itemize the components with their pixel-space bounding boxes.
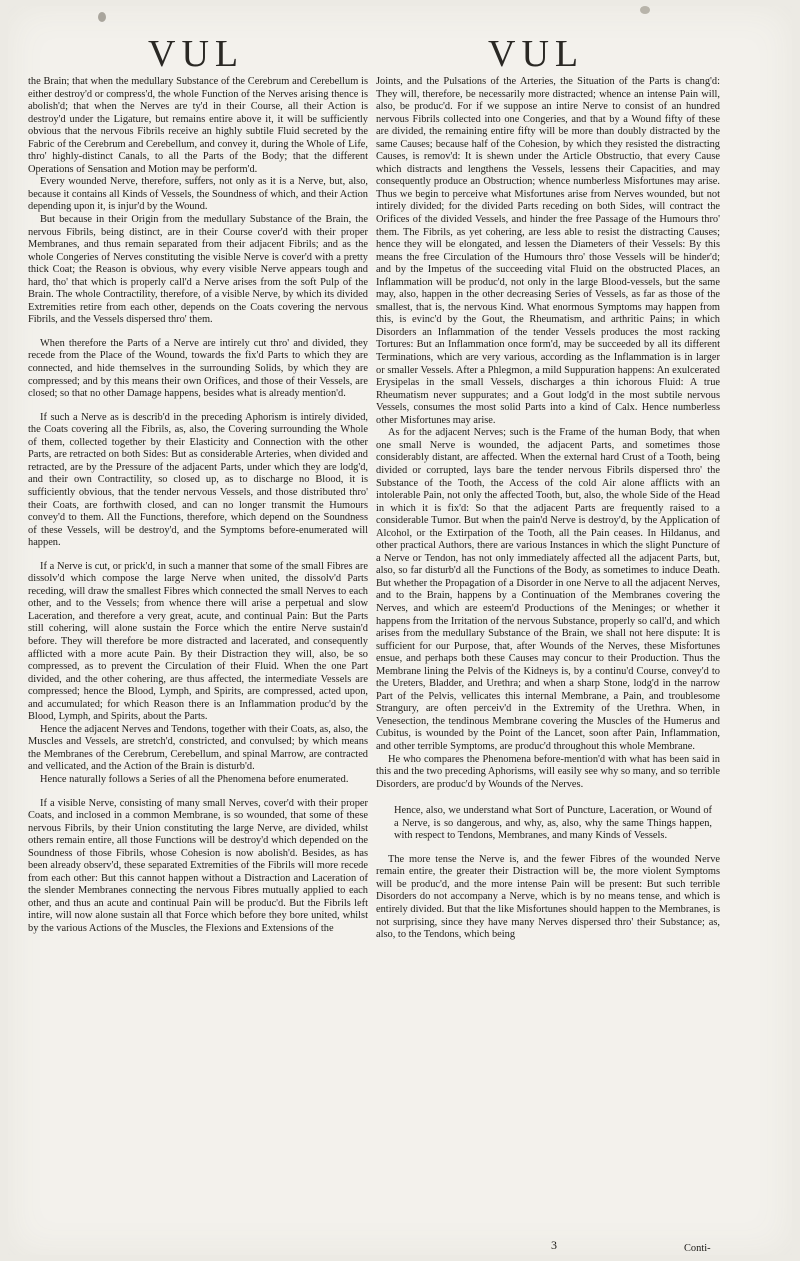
left-column [28,76,368,936]
paragraph: Hence naturally follows a Series of all the Phenomena before enumerated. [40,773,349,785]
paragraph: Hence the adjacent Nerves and Tendons, together with their Coats, as, also, the Muscles and Vessels, are stretch'd, constricted, and convulsed; by which means the Membranes of the Cerebrum, Cerebellum, and spinal Marrow, are contracted and vellicated, and the Action of the Brain is disturb'd. [28,723,369,773]
catchword: Conti- [684,1243,711,1254]
paragraph: Hence, also, we understand what Sort of Puncture, Laceration, or Wound of a Nerve, is so dangerous, and why, as, also, why the same Things happen, with respect to Tendons, Membranes, and many Kinds of Vessels. [394,805,712,842]
page-blemish [640,6,650,14]
paragraph: If a visible Nerve, consisting of many small Nerves, cover'd with their proper Coats, and inclosed in a common Membrane, is so wounded, that some of these nervous Fibrils, by their Union constituting the large Nerve, are divided, whilst others remain entire, all those Functions will be destroy'd which depended on the Soundness of those Fibrils, whose Cohesion is now abolish'd. Besides, as has been already observ'd, these separated Extremities of the Fibrils will more recede from each other: But this cannot happen without a Distraction and Laceration of the slender Membranes connecting the nervous Fibres mutually applied to each other, and thus an acute and continual Pain will be produc'd. But the Fibrils left intire, will now alone sustain all that Force which before they bore united, whilst by the various Actions of the Muscles, the Flexions and Extensions of the [28,797,368,934]
page-blemish [98,12,106,22]
paragraph: If a Nerve is cut, or prick'd, in such a manner that some of the small Fibres are dissolv'd which compose the large Nerve when united, the dissolv'd Parts receding, will draw the smallest Fibres which connected the small Nerves to each other, and to the Vessels; from whence there will arise a perpetual and slow Laceration, and therefore a very great, acute, and continual Pain: But the Parts still cohering, will alone sustain the Force which the entire Nerve sustain'd before. They will therefore be more distracted and lacerated, and consequently afflicted with a more acute Pain. By their Distraction they will, also, be so compressed, as to prevent the Circulation of their Fluid. When the one Part divided, and the other cohering, are thus affected, the intermediate Vessels are compressed; hence the Blood, Lymph, and Spirits, are compressed, acted upon, and accumulated; for which Reason there is an Inflammation produc'd by the Blood, Lymph, and Spirits, about the Parts. [28,560,368,723]
paragraph: the Brain; that when the medullary Substance of the Cerebrum and Cerebellum is either destroy'd or compress'd, the whole Function of the Nerves arising thence is abolish'd; that when the Nerves are ty'd in their Course, all their Action is destroy'd under the Ligature, but remains entire above it, it will be sufficiently obvious that the nervous Fibrils receive an highly subtile Fluid secreted by the Fabric of the Cerebrum and Cerebellum, and convey it, during the Whole of Life, thro' highly-distinct Canals, to all the Parts of the Body; that the different Operations of Sensation and Motion may be perform'd. [28,76,368,175]
book-page [8,6,792,1255]
running-head-right: VUL [488,33,585,75]
paragraph: If such a Nerve as is describ'd in the preceding Aphorism is intirely divided, the Coats covering all the Fibrils, as, also, the Covering surrounding the Whole of them, collected together by their Elasticity and Connection with the other Parts, are retracted on both Sides: But as considerable Arteries, when divided and retracted, are by the Pressure of the adjacent Parts, under which they are lodg'd, and their own Contractility, so closed up, as to discharge no Blood, it is sufficiently obvious, that the tender nervous Vessels, and those distributed thro' their Coats, are forthwith closed, and can no longer transmit the Humours convey'd to them. All the Functions, therefore, which depend on the Soundness of these Vessels, will be destroy'd, and the Symptoms before-enumerated will happen. [28,411,368,549]
paragraph: Joints, and the Pulsations of the Arteries, the Situation of the Parts is chang'd: They will, therefore, be necessarily more distracted; whence an intense Pain will, also, be produc'd. For if we suppose an intire Nerve to consist of an hundred nervous Fibrils collected into one Congeries, and that by a Wound fifty of these are divided, the remaining entire fifty will be more than doubly distracted by the same Causes; because half of the Cohesion, by which they resisted the distracting Causes, is remov'd: It is shewn under the Article Obstructio, that every Cause which distracts and lengthens the Vessels, lessens their Capacities, and may consequently produce an Obstruction; whence numberless Misfortunes may arise. Thus we begin to perceive what Misfortunes arise from Nerves wounded, but not intirely divided; for the divided Parts receding on both Sides, will contract the Orifices of the divided Vessels, and hinder the free Passage of the Humours thro' them. The Fibrils, as yet cohering, are less able to resist the distracting Causes; hence they will be elongated, and lessen the Diameters of their Vessels: By this means the free Circulation of the Humours thro' those Vessels will be hinder'd; and by the Impetus of the succeeding vital Fluid on the obstructed Places, an Inflammation will be produc'd, not only in the large Blood-vessels, but the same may, also, happen in the other decreasing Series of Vessels, as far as those of the smallest, that is, the nervous Kind. What enormous Symptoms may happen from this, is evinc'd by the Gout, the Rheumatism, and arthritic Pains; in which Disorders an Inflammation of the tender Vessels produces the most racking Tortures: But an Inflammation once form'd, may be succeeded by all its different Terminations, which are very various, according as the Inflammation is in larger or smaller Vessels. After a Phlegmon, a mild Suppuration happens: An exulcerated Erysipelas in the small Vessels, discharges a thin ichorous Fluid: A true Rheumatism never suppurates; and a Gout lodg'd in the most subtile nervous Vessels, consumes the most solid Parts into a kind of Calx. Hence numberless other Misfortunes may arise. [376,76,720,426]
paragraph: When therefore the Parts of a Nerve are intirely cut thro' and divided, they recede from the Place of the Wound, towards the fix'd Parts to which they are connected, and hide themselves in the surrounding Solids, by which they are compressed; and by this means their own Orifices, and those of their Vessels, are closed; so that no other Damage happens, besides what is already mention'd. [28,337,368,400]
paragraph: As for the adjacent Nerves; such is the Frame of the human Body, that when one small Nerve is wounded, the adjacent Parts, and sometimes those considerably distant, are affected. When the external hard Crust of a Tooth, being divided or corrupted, lays bare the tender nervous Fibrils dispersed thro' the Substance of the Tooth, the Access of the cold Air alone afflicts with an intolerable Pain, not only the affected Tooth, but, also, the whole Side of the Head in which it is fix'd: So that the adjacent Parts are frequently raised to a considerable Tumor. But when the pain'd Nerve is destroy'd, by the Application of Alcohol, or the Extirpation of the Tooth, all the Pain ceases. In Hildanus, and other practical Authors, there are various Instances in which the slight Puncture of a Nerve or Tendon, has not only immediately affected all the adjacent Parts, but, also, so far disturb'd all the Functions of the Body, as sometimes to induce Death. But whether the Propagation of a Disorder in one Nerve to all the adjacent Nerves, and to the Brain, happens by a Continuation of the Membranes covering the Nerves, and which are esteem'd Productions of the Meninges; or whether it happens from the Irritation of the nervous Substance, properly so call'd, and which arises from the medullary Substance of the Brain, we shall not here dispute: It is sufficient for our Purpose, that, after Wounds of the Nerves, these Misfortunes ensue, and perhaps both these Causes may concur to their Production. Thus the Membrane lining the Pelvis of the Kidneys is, by a continu'd Course, convey'd to the Ureters, Bladder, and Urethra; and when a sharp Stone, lodg'd in the narrow Part of the Pelvis, vellicates this internal Membrane, a Pain, and troublesome Strangury, are often perceiv'd in the Extremity of the Urethra. When, in Venesection, the tendinous Membrane covering the Muscles of the Humerus and Cubitus, is wounded by the Point of the Lancet, soon after Pain, Inflammation, and other terrible Symptoms, are produc'd throughout this whole Membrane. [376,427,720,752]
paragraph: He who compares the Phenomena before-mention'd with what has been said in this and the two preceding Aphorisms, will easily see why so many, and so terrible Disorders, are produc'd by Wounds of the Nerves. [376,753,720,790]
paragraph: Every wounded Nerve, therefore, suffers, not only as it is a Nerve, but, also, because it contains all Kinds of Vessels, the Soundness of which, and their Action depending upon it, is injur'd by the Wound. [28,176,368,213]
running-head-left: VUL [148,33,245,75]
page-number: 3 [551,1238,557,1252]
paragraph: The more tense the Nerve is, and the fewer Fibres of the wounded Nerve remain entire, the greater their Distraction will be, the more violent Symptoms will be produc'd, and the more intense Pain will be present: But such terrible Disorders do not accompany a Nerve, which is by no means tense, and which is entirely divided. But that the like Misfortunes should happen to the Membranes, is not surprising, since they have many Nerves dispersed thro' their Substance; as, also, to the Tendons, which being [376,853,720,941]
paragraph: But because in their Origin from the medullary Substance of the Brain, the nervous Fibrils, being distinct, are in their Course cover'd with their proper Membranes, and thus remain separated from their adjacent Fibrils; and as the whole Congeries of Nerves constituting the visible Nerve is cover'd with a pretty thick Coat; the Reason is obvious, why every visible Nerve appears tough and hard, tho' that which is properly call'd a Nerve arises from the soft Pulp of the Brain. The whole Contractility, therefore, of a visible Nerve, by which its divided Extremities retire from each other, depends on the Coats covering the nervous Fibrils, and the Vessels dispersed thro' them. [28,214,368,326]
right-column [376,76,720,942]
